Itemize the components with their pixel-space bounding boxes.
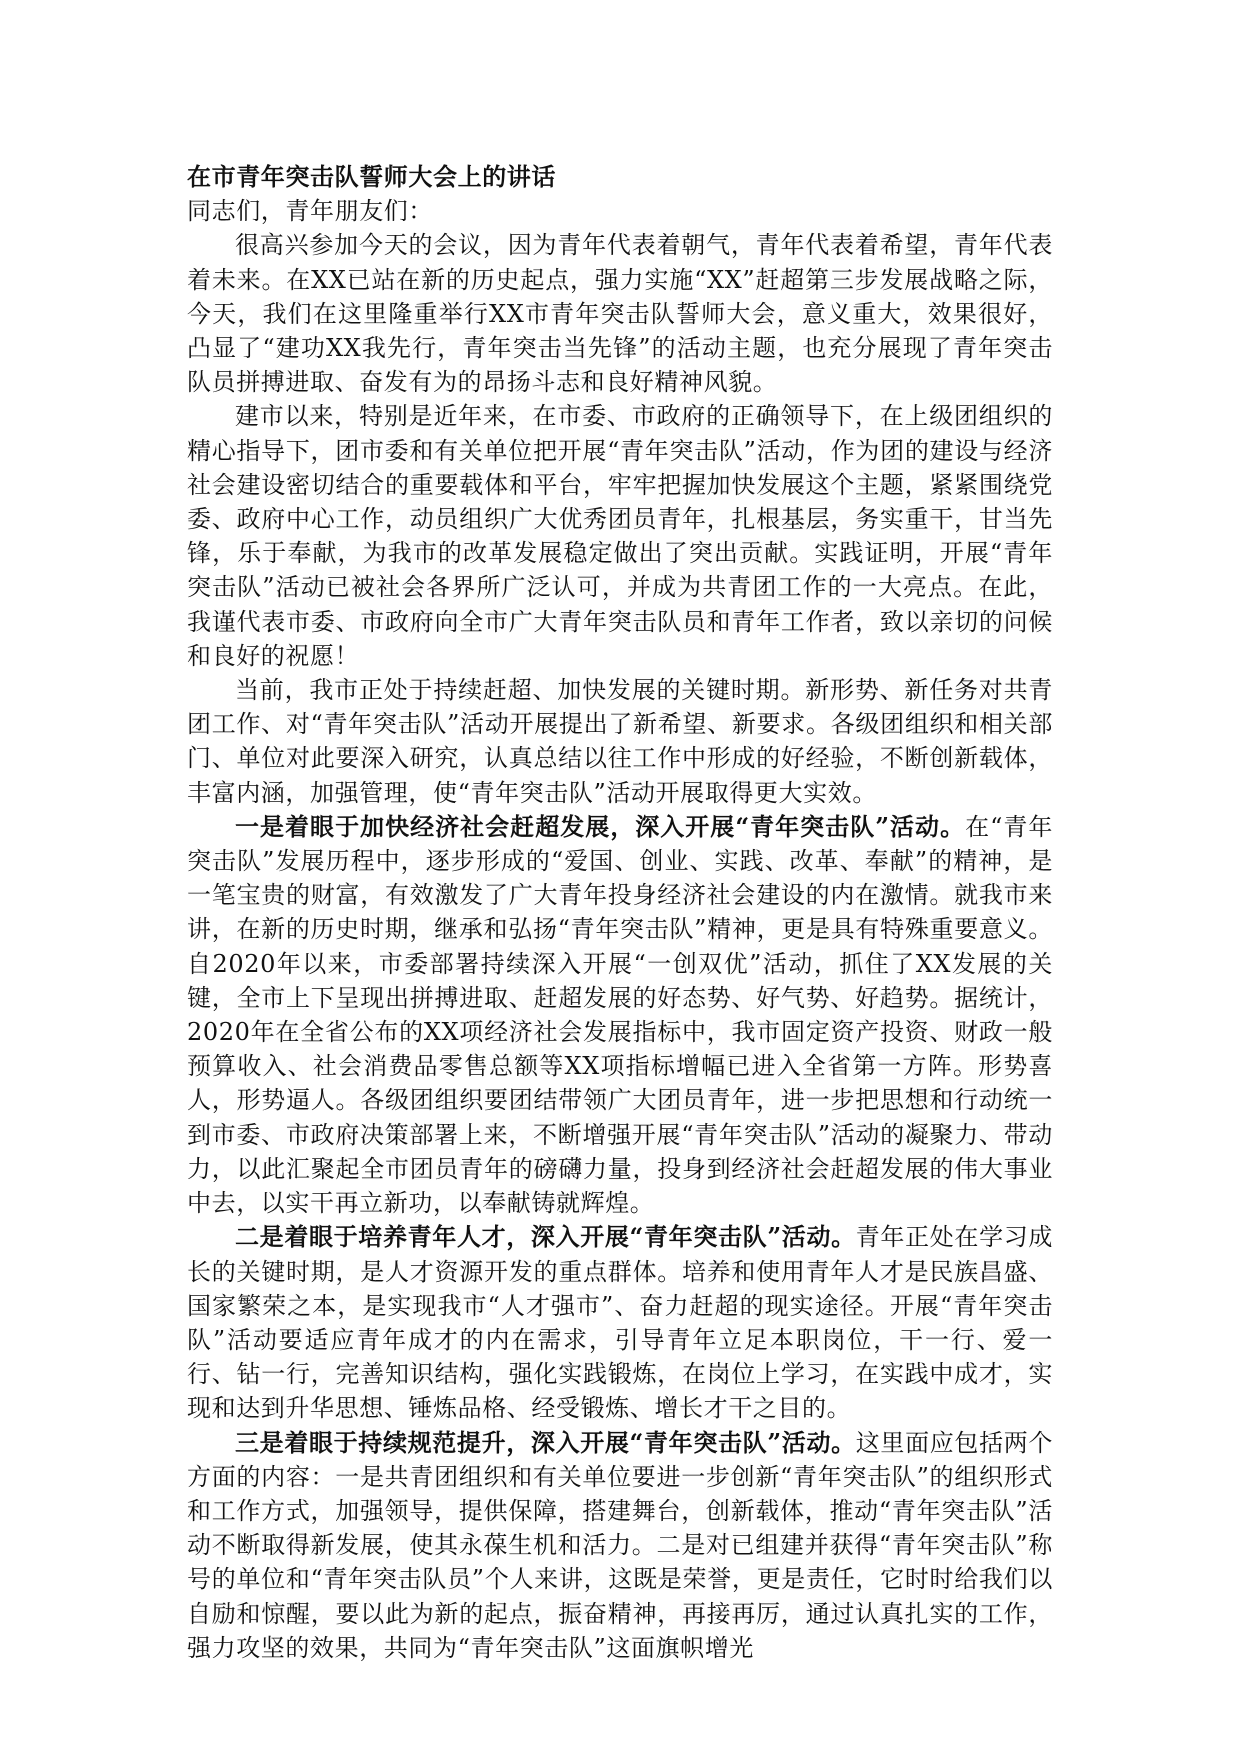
paragraph-lead: 一是着眼于加快经济社会赶超发展，深入开展“青年突击队”活动。 [235,811,966,841]
salutation: 同志们，青年朋友们： [187,197,433,226]
paragraph-lead: 二是着眼于培养青年人才，深入开展“青年突击队”活动。 [235,1222,856,1252]
paragraph-text: 当前，我市正处于持续赶超、加快发展的关键时期。新形势、新任务对共青团工作、对“青年突击队”活动开展提出了新希望、新要求。各级团组织和相关部门、单位对此要深入研究，认真总结以往工作中形成的好经验，不断创新载体，丰富内涵，加强管理，使“青年突击队”活动开展取得更大实效。 [187,676,1053,807]
paragraph-text: 这里面应包括两个方面的内容：一是共青团组织和有关单位要进一步创新“青年突击队”的组织形式和工作方式，加强领导，提供保障，搭建舞台，创新载体，推动“青年突击队”活动不断取得新发展，使其永葆生机和活力。二是对已组建并获得“青年突击队”称号的单位和“青年突击队员”个人来讲，这既是荣誉，更是责任，它时时给我们以自励和惊醒，要以此为新的起点，振奋精神，再接再厉，通过认真扎实的工作，强力攻坚的效果，共同为“青年突击队”这面旗帜增光 [187,1428,1053,1662]
paragraph-point-three [187,1426,1053,1665]
paragraph-text: 很高兴参加今天的会议，因为青年代表着朝气，青年代表着希望，青年代表着未来。在XX已站在新的历史起点，强力实施“XX”赶超第三步发展战略之际，今天，我们在这里隆重举行XX市青年突击队誓师大会，意义重大，效果很好，凸显了“建功XX我先行，青年突击当先锋”的活动主题，也充分展现了青年突击队员拼搏进取、奋发有为的昂扬斗志和良好精神风貌。 [187,231,1053,397]
paragraph-achievements [187,399,1053,673]
paragraph-text: 青年正处在学习成长的关键时期，是人才资源开发的重点群体。培养和使用青年人才是民族昌盛、国家繁荣之本，是实现我市“人才强市”、奋力赶超的现实途径。开展“青年突击队”活动要适应青年成才的内在需求，引导青年立足本职岗位，干一行、爱一行、钻一行，完善知识结构，强化实践锻炼，在岗位上学习，在实践中成才，实现和达到升华思想、锤炼品格、经受锻炼、增长才干之目的。 [187,1223,1053,1423]
paragraph-current-situation [187,673,1053,810]
paragraph-text: 建市以来，特别是近年来，在市委、市政府的正确领导下，在上级团组织的精心指导下，团市委和有关单位把开展“青年突击队”活动，作为团的建设与经济社会建设密切结合的重要载体和平台，牢牢把握加快发展这个主题，紧紧围绕党委、政府中心工作，动员组织广大优秀团员青年，扎根基层，务实重干，甘当先锋，乐于奉献，为我市的改革发展稳定做出了突出贡献。实践证明，开展“青年突击队”活动已被社会各界所广泛认可，并成为共青团工作的一大亮点。在此，我谨代表市委、市政府向全市广大青年突击队员和青年工作者，致以亲切的问候和良好的祝愿！ [187,402,1053,670]
document-title: 在市青年突击队誓师大会上的讲话 [187,162,556,191]
paragraph-lead: 三是着眼于持续规范提升，深入开展“青年突击队”活动。 [235,1427,856,1457]
paragraph-point-two [187,1220,1053,1425]
paragraph-opening [187,228,1053,399]
paragraph-text: 在“青年突击队”发展历程中，逐步形成的“爱国、创业、实践、改革、奉献”的精神，是一笔宝贵的财富，有效激发了广大青年投身经济社会建设的内在激情。就我市来讲，在新的历史时期，继承和弘扬“青年突击队”精神，更是具有特殊重要意义。自2020年以来，市委部署持续深入开展“一创双优”活动，抓住了XX发展的关键，全市上下呈现出拼搏进取、赶超发展的好态势、好气势、好趋势。据统计，2020年在全省公布的XX项经济社会发展指标中，我市固定资产投资、财政一般预算收入、社会消费品零售总额等XX项指标增幅已进入全省第一方阵。形势喜人，形势逼人。各级团组织要团结带领广大团员青年，进一步把思想和行动统一到市委、市政府决策部署上来，不断增强开展“青年突击队”活动的凝聚力、带动力，以此汇聚起全市团员青年的磅礴力量，投身到经济社会赶超发展的伟大事业中去，以实干再立新功，以奉献铸就辉煌。 [187,812,1054,1218]
document-body [187,160,1053,1665]
paragraph-point-one [187,810,1053,1220]
